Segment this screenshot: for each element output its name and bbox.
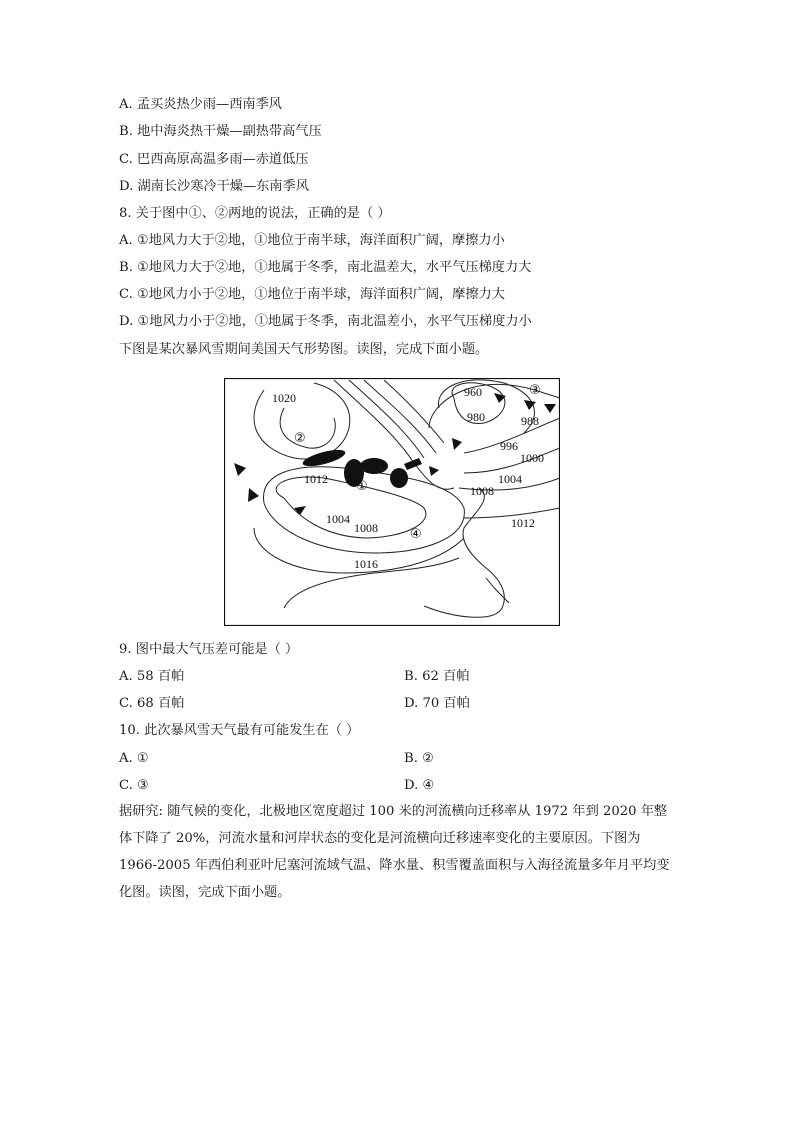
q10-option-d: D. ④	[404, 778, 435, 793]
q9-option-c: C. 68 百帕	[119, 696, 185, 711]
isobar-label: 1004	[326, 512, 350, 526]
q10-stem: 10. 此次暴风雪天气最有可能发生在（ ）	[119, 723, 360, 738]
q8-stem: 8. 关于图中①、②两地的说法，正确的是（ ）	[119, 206, 391, 221]
q8-option-c: C. ①地风力小于②地，①地位于南半球，海洋面积广阔，摩擦力大	[119, 287, 505, 302]
isobar-label: 1012	[511, 516, 535, 530]
isobar-label: 1012	[304, 472, 328, 486]
q7-option-d: D. 湖南长沙寒冷干燥—东南季风	[119, 179, 309, 194]
q9-option-b: B. 62 百帕	[404, 669, 470, 684]
q7-option-c: C. 巴西高原高温多雨—赤道低压	[119, 152, 309, 167]
q10-option-b: B. ②	[404, 751, 434, 766]
q8-option-b: B. ①地风力大于②地，①地属于冬季，南北温差大，水平气压梯度力大	[119, 260, 532, 275]
isobar-label: 1008	[354, 521, 378, 535]
isobar-label: 980	[467, 410, 485, 424]
isobar-label: 988	[521, 414, 539, 428]
isobar-label: 996	[500, 439, 518, 453]
map-frame	[225, 379, 560, 626]
isobar-label: 1000	[520, 451, 544, 465]
q8-option-a: A. ①地风力大于②地，①地位于南半球，海洋面积广阔，摩擦力小	[119, 233, 505, 248]
marker-3: ③	[529, 383, 541, 398]
isobar-label: 1020	[272, 391, 296, 405]
isobar-label: 1004	[498, 472, 522, 486]
q8-option-d: D. ①地风力小于②地，①地属于冬季，南北温差小，水平气压梯度力小	[119, 314, 532, 329]
map-intro: 下图是某次暴风雪期间美国天气形势图。读图，完成下面小题。	[119, 342, 489, 357]
weather-map	[224, 378, 560, 626]
isobar-label: 1008	[470, 484, 494, 498]
marker-2: ②	[294, 431, 306, 446]
q9-stem: 9. 图中最大气压差可能是（ ）	[119, 642, 299, 657]
marker-4: ④	[410, 527, 422, 542]
marker-1: ①	[356, 479, 368, 494]
q10-option-c: C. ③	[119, 778, 149, 793]
q7-option-b: B. 地中海炎热干燥—副热带高气压	[119, 124, 322, 139]
q9-option-a: A. 58 百帕	[119, 669, 185, 684]
research-paragraph: 据研究: 随气候的变化，北极地区宽度超过 100 米的河流横向迁移率从 1972 年到 2020 年整体下降了 20%，河流水量和河岸状态的变化是河流横向迁移速率变化的主要原因。下图为 1966-2005 年西伯利亚叶尼塞河流域气温、降水量、积雪覆盖面积与入海径流量多年月平均变化图。读图，完成下面小题。	[119, 804, 670, 900]
q7-option-a: A. 孟买炎热少雨—西南季风	[119, 97, 282, 112]
isobar-label: 1016	[354, 557, 378, 571]
isobar-label: 960	[464, 385, 482, 399]
q10-option-a: A. ①	[119, 751, 149, 766]
q9-option-d: D. 70 百帕	[404, 696, 470, 711]
